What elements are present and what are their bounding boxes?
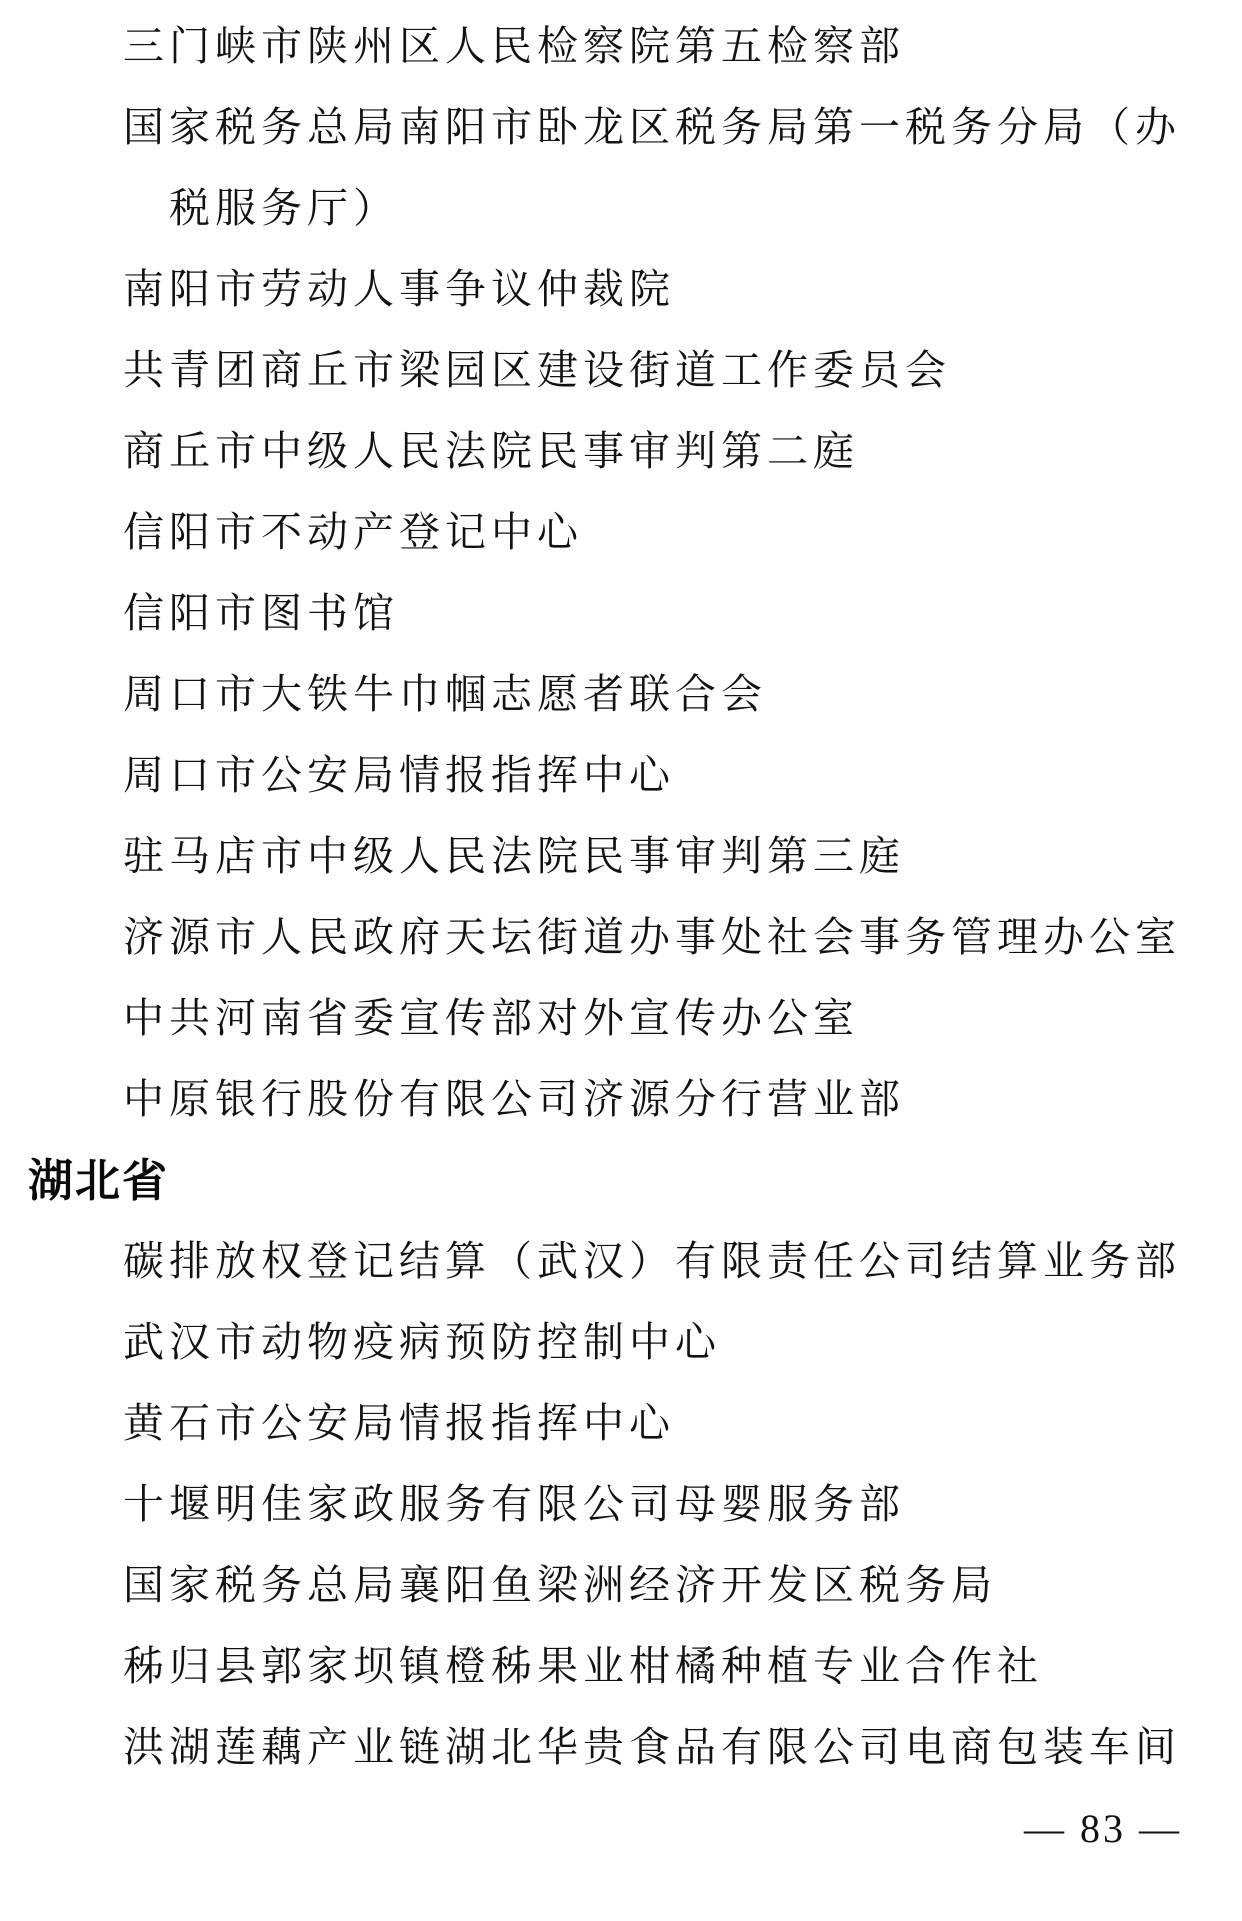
org-list-entry: 碳排放权登记结算（武汉）有限责任公司结算业务部: [123, 1238, 1181, 1284]
org-list-entry: 信阳市图书馆: [123, 590, 399, 636]
org-list-entry-continuation: 税服务厅）: [169, 185, 399, 231]
page-number: — 83 —: [1024, 1806, 1182, 1851]
org-list-entry: 洪湖莲藕产业链湖北华贵食品有限公司电商包装车间: [123, 1724, 1181, 1770]
org-list-entry: 共青团商丘市梁园区建设街道工作委员会: [123, 347, 951, 393]
org-list-entry: 周口市公安局情报指挥中心: [123, 752, 675, 798]
org-list-entry: 信阳市不动产登记中心: [123, 509, 583, 555]
org-list-entry: 驻马店市中级人民法院民事审判第三庭: [123, 833, 905, 879]
org-list-entry: 武汉市动物疫病预防控制中心: [123, 1319, 721, 1365]
org-list-entry: 黄石市公安局情报指挥中心: [123, 1400, 675, 1446]
org-list-entry: 中共河南省委宣传部对外宣传办公室: [123, 995, 859, 1041]
page-number-row: [0, 1788, 1242, 1869]
org-list-entry: 三门峡市陕州区人民检察院第五检察部: [123, 23, 905, 69]
org-list-entry: 中原银行股份有限公司济源分行营业部: [123, 1076, 905, 1122]
org-list-entry: 十堰明佳家政服务有限公司母婴服务部: [123, 1481, 905, 1527]
province-section-header: 湖北省: [28, 1155, 170, 1206]
org-list-entry: 秭归县郭家坝镇橙秭果业柑橘种植专业合作社: [123, 1643, 1043, 1689]
org-list-entry: 国家税务总局南阳市卧龙区税务局第一税务分局（办: [123, 104, 1181, 150]
org-list-entry: 济源市人民政府天坛街道办事处社会事务管理办公室: [123, 914, 1181, 960]
org-list-entry: 国家税务总局襄阳鱼梁洲经济开发区税务局: [123, 1562, 997, 1608]
org-list-entry: 南阳市劳动人事争议仲裁院: [123, 266, 675, 312]
org-list-entry: 商丘市中级人民法院民事审判第二庭: [123, 428, 859, 474]
org-list-entry: 周口市大铁牛巾帼志愿者联合会: [123, 671, 767, 717]
